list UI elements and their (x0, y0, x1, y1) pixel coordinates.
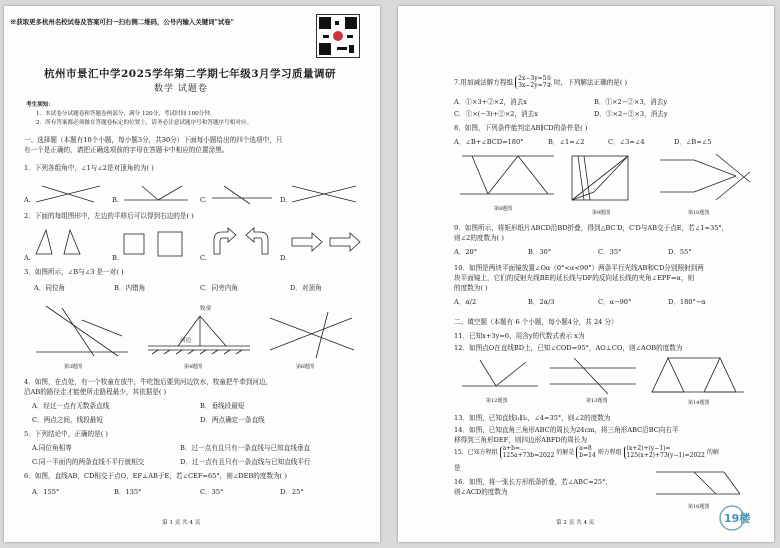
question-7 (454, 76, 627, 89)
q8-option-b: B．∠1=∠2 (548, 138, 585, 146)
q10-option-a: A．α/2 (454, 298, 477, 306)
site-watermark-logo (718, 502, 766, 534)
q3-option-b: B．内错角 (114, 284, 146, 292)
question-9-line-2: 则∠2的度数为( ) (454, 234, 504, 242)
q2-option-c: C. (200, 254, 207, 262)
question-12: 12．如图点O在直线BD上，已知∠COD=95°，AO⊥CO，则∠AOB的度数为 (454, 344, 683, 352)
question-10-line-2: 块平面镜上，它们的反射光线BE的延长线与DF的反向延长线的夹角∠EPF=α，则 (454, 274, 695, 282)
figure-9-caption: 第9题图 (592, 210, 611, 216)
q1-option-a: A. (24, 196, 31, 204)
figure-9 (564, 148, 644, 206)
q2-figure-b (120, 226, 190, 258)
q15-sys1-eq1: a+b=… (502, 445, 527, 452)
q15-sol-b: b=14 (579, 451, 596, 459)
q4-option-d: D．两点确定一条直线 (200, 416, 265, 424)
question-14-line-2: 移得到三角形DEF，则四边形ABFD的周长为 (454, 436, 588, 444)
qr-code-icon (316, 14, 360, 58)
exam-note-2: 2．所有答案都必须做在答题卷标定的位置上，请务必注意试题序号和答题序号相对应。 (36, 120, 253, 126)
question-11: 11．已知x+3y=6，用含y的代数式表示 x为 (454, 332, 585, 340)
section-2-header: 二、填空题（本题有 6 个小题，每小题4分，共 24 分） (454, 318, 618, 326)
q9-option-c: C．35° (598, 248, 622, 256)
q15-sys1-eq2: 125a+73b=2022 (502, 451, 555, 459)
scan-notice: ※获取更多杭州名校试卷及答案可扫一扫右侧二维码，公号内输入关键词"试卷" (10, 18, 234, 26)
exam-notes-header: 考生须知： (26, 102, 54, 108)
q15-sys2-eq1: (x+2)+(y−1)= (626, 445, 671, 452)
figure-13-caption: 第13题图 (586, 398, 608, 404)
q15-system-2 (624, 446, 705, 459)
figure-8-caption: 第8题图 (494, 206, 513, 212)
question-4-line-1: 4．如图，在点处，有一个牧童在放牛，牛吃饱后要到河边饮水，牧童把牛牵到河边， (24, 378, 273, 386)
question-1: 1．下列各组角中，∠1与∠2是对顶角的为( ) (24, 164, 154, 172)
q5-option-a: A.同位角相等 (32, 444, 72, 452)
figure-4 (144, 306, 254, 360)
q2-option-a: A. (24, 254, 31, 262)
q15-prefix: 15．已知方程组 (454, 449, 498, 457)
question-3: 3．如图所示，∠B与∠3 是一对( ) (24, 268, 124, 276)
question-14-line-1: 14．如图，已知直角三角形ABC的周长为24cm，将三角形ABC沿BC向右平 (454, 426, 679, 434)
question-8: 8．如图，下列条件能判定AB∥CD的条件是( ) (454, 124, 588, 132)
page-subtitle: 数学 试题卷 (154, 84, 208, 94)
figure-10 (654, 152, 754, 208)
figure-12 (460, 356, 540, 396)
figure-13 (548, 356, 638, 396)
q9-option-b: B．30° (528, 248, 552, 256)
q1-option-c: C. (200, 196, 207, 204)
q3-option-d: D．对顶角 (290, 284, 322, 292)
question-10-line-1: 10．如图是两块平面镜放置∠Oα（0°<α<90°）两条平行光线AB和CD分别照射到两 (454, 264, 704, 272)
question-4-line-2: 沿AB的路径走才能使所走路程最少，其依据是( ) (24, 388, 167, 396)
fig4-label-herder: 牧童 (200, 306, 212, 312)
figure-8 (458, 150, 558, 202)
q2-figure-a (32, 226, 92, 258)
q10-option-c: C．α−90° (598, 298, 632, 306)
q15-sol-a: a=8 (579, 445, 592, 452)
q5-option-d: D．过一点有且只有一条直线与已知直线平行 (180, 458, 311, 466)
q15-middle: 的解是 (556, 449, 575, 457)
q1-figure-b (122, 182, 192, 206)
q4-option-c: C．两点之间，线段最短 (32, 416, 103, 424)
section1-intro-2: 有一个是正确的，请把正确选项前的字母在答题卡中相应的位置涂黑。 (24, 146, 229, 154)
q9-option-d: D．55° (668, 248, 692, 256)
question-9-line-1: 9．如图所示，将矩形纸片ABCD沿BD折叠，得到△BC′D，C′D与AB交于点E，若∠1=35°， (454, 224, 729, 232)
q8-option-d: D．∠B=∠5 (674, 138, 712, 146)
q2-figure-d (290, 228, 366, 256)
question-6: 6．如图，直线AB，CD相交于点O，EF⊥AB于E，若∠CEF=65°，则∠DEB的度数为( ) (24, 472, 287, 480)
q1-figure-a (34, 182, 104, 206)
q4-option-a: A．经过一点有无数条直线 (32, 402, 110, 410)
q6-option-d: D．25° (280, 488, 304, 496)
q15-tail: 的解 (706, 449, 719, 457)
page-2-footer: 第 2 页 共 4 页 (556, 520, 595, 526)
exam-page-1 (4, 6, 380, 542)
q10-option-b: B．2α/3 (528, 298, 555, 306)
figure-4-caption: 第4题图 (184, 364, 203, 370)
q4-option-b: B．垂线段最短 (200, 402, 245, 410)
q5-option-b: B．过一点有且只有一条直线与已知直线垂直 (180, 444, 311, 452)
q1-figure-d (290, 182, 360, 206)
q7-option-d: D．①×2−②×3，消去y (594, 110, 668, 118)
q7-option-b: B．①×2−②×3，消去y (594, 98, 668, 106)
figure-14 (644, 352, 754, 398)
q10-option-d: D．180°−α (668, 298, 706, 306)
question-13: 13．如图，已知直线l₁∥l₂，∠4=35°，则∠2的度数为 (454, 414, 611, 422)
q15-sys2-eq2: 125(x+2)+73(y−1)=2022 (626, 451, 705, 459)
question-5: 5．下列结论中，正确的是( ) (24, 430, 108, 438)
q8-option-c: C．∠3=∠4 (608, 138, 645, 146)
q7-option-c: C．①×(−3)+②×2，消去x (454, 110, 538, 118)
q6-option-a: A．155° (32, 488, 60, 496)
q1-figure-c (210, 182, 276, 206)
figure-16 (654, 466, 744, 502)
figure-12-caption: 第12题图 (486, 398, 508, 404)
q2-option-d: D. (280, 254, 288, 262)
figure-14-caption: 第14题图 (688, 400, 710, 406)
question-2: 2．下面的每组图形中，左边的平移后可以得到右边的是( ) (24, 212, 194, 220)
q5-option-c: C.同一平面内的两条直线不平行就相交 (32, 458, 145, 466)
q6-option-c: C．35° (200, 488, 224, 496)
page-title: 杭州市景汇中学2025学年第二学期七年级3月学习质量调研 (44, 68, 337, 80)
question-10-line-3: 的度数为( ) (454, 284, 488, 292)
q7-system (515, 76, 552, 89)
q8-option-a: A．∠B+∠BCD=180° (454, 138, 524, 146)
q7-text: 7.用加减法解方程组 (454, 78, 514, 87)
q15-solution (576, 446, 596, 459)
question-15 (454, 446, 719, 459)
q7-eq-1: 2x−3y=5① (518, 75, 552, 82)
exam-note-1: 1．本试卷分试题卷和答题卷两部分，满分 120分，考试时间 100分钟。 (36, 111, 216, 117)
q15-middle-2: 则方程组 (597, 449, 622, 457)
figure-10-caption: 第10题图 (688, 210, 710, 216)
q3-option-c: C．同旁内角 (200, 284, 239, 292)
q7-tail: 时，下列解法正确的是( ) (553, 78, 628, 87)
figure-3 (32, 300, 132, 360)
q2-option-b: B. (112, 254, 119, 262)
question-16-line-1: 16．如图，将一张长方形纸条折叠，若∠ABC=25°， (454, 478, 612, 486)
q1-option-b: B. (112, 196, 119, 204)
figure-6-caption: 第6题图 (296, 364, 315, 370)
q7-eq-2: 3x−2y=7② (518, 81, 552, 89)
q3-option-a: A．同位角 (34, 284, 66, 292)
watermark-text: 19楼 (724, 512, 751, 525)
q15-end: 是 (454, 464, 461, 472)
q6-option-b: B．135° (114, 488, 142, 496)
q15-system-1 (500, 446, 555, 459)
page-1-footer: 第 1 页 共 4 页 (162, 520, 201, 526)
q9-option-a: A．20° (454, 248, 478, 256)
question-16-line-2: 则∠ACD的度数为 (454, 488, 508, 496)
figure-16-caption: 第16题图 (688, 504, 710, 510)
q1-option-d: D. (280, 196, 288, 204)
figure-3-caption: 第3题图 (64, 364, 83, 370)
figure-6 (266, 306, 358, 362)
section1-intro: 一、选择题（本题有10个小题，每小题3分，共30分）下面每小题给出的四个选项中，只 (24, 136, 283, 144)
fig4-label-river: 河边 (180, 338, 192, 344)
exam-page-2 (398, 6, 774, 542)
q2-figure-c (208, 226, 274, 258)
q7-option-a: A．①×3+②×2，消去x (454, 98, 528, 106)
